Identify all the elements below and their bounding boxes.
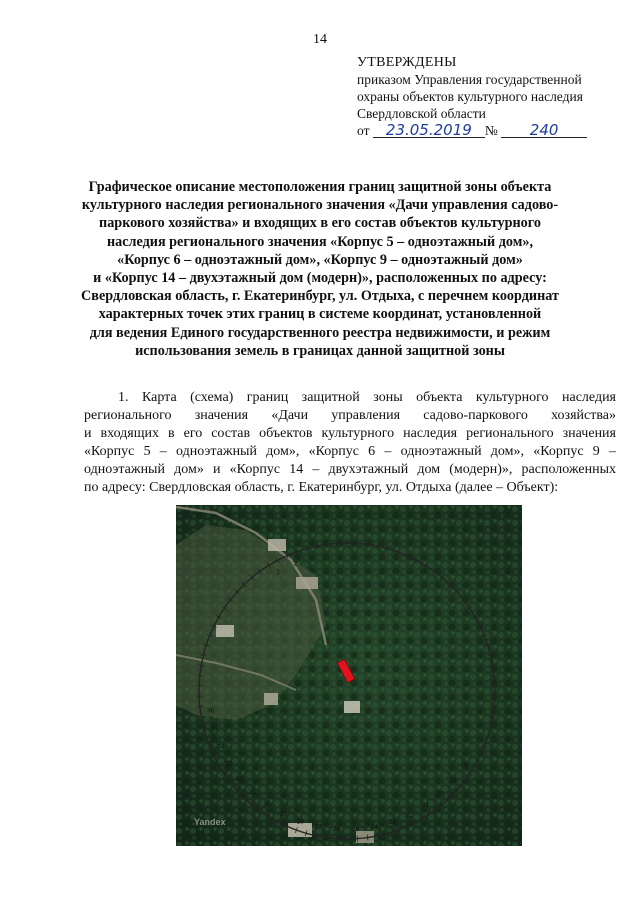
title-line: наследия регионального значения «Корпус 5 – одноэтажный дом», <box>106 233 534 250</box>
boundary-point-label: 2 <box>293 560 298 568</box>
title-line: Свердловская область, г. Екатеринбург, ул. Отдыха, с перечнем координат <box>81 288 559 305</box>
title-line: для ведения Единого государственного реестра недвижимости, и режим <box>89 324 551 341</box>
building-roof <box>296 577 318 589</box>
building-roof <box>344 701 360 713</box>
building-roof <box>216 625 234 637</box>
paragraph-line: «Корпус 5 – одноэтажный дом», «Корпус 6 – одноэтажный дом», «Корпус 9 – <box>84 444 616 459</box>
approval-line: приказом Управления государственной <box>357 72 582 87</box>
boundary-point-label: 34 <box>216 743 225 751</box>
map-description-paragraph <box>84 389 616 497</box>
title-line: и «Корпус 14 – двухэтажный дом (модерн)», расположенных по адресу: <box>93 270 547 287</box>
boundary-point-label: 25 <box>351 826 360 834</box>
handwritten-date: 23.05.2019 <box>373 123 485 138</box>
boundary-point-label: 1 <box>276 568 280 576</box>
boundary-point-label: 27 <box>314 823 322 831</box>
paragraph-line: регионального значения «Дачи управления садово-паркового хозяйства» <box>84 408 616 423</box>
title-line: Графическое описание местоположения границ защитной зоны объекта <box>88 179 552 195</box>
title-line: культурного наследия регионального значения «Дачи управления садово- <box>81 197 559 214</box>
boundary-point-label: 30 <box>263 801 271 809</box>
number-prefix: № <box>484 123 498 138</box>
date-prefix: от <box>357 123 370 138</box>
boundary-point-label: 24 <box>370 823 378 831</box>
boundary-point-label: 20 <box>436 790 444 798</box>
title-line: характерных точек этих границ в системе координат, установленной <box>98 306 542 323</box>
boundary-point-label: 22 <box>405 811 414 819</box>
paragraph-line: по адресу: Свердловская область, г. Екатеринбург, ул. Отдыха (далее – Объект): <box>84 480 559 495</box>
title-line: использования земель в границах данной защитной зоны <box>135 342 505 359</box>
boundary-point-label: 23 <box>388 818 396 826</box>
boundary-point-label: 26 <box>333 826 341 834</box>
boundary-point-label: 32 <box>236 775 244 783</box>
boundary-point-label: 35 <box>210 726 218 734</box>
boundary-point-label: 36 <box>206 707 214 715</box>
map-watermark: Yandex <box>194 817 226 827</box>
paragraph-line: 1. Карта (схема) границ защитной зоны объекта культурного наследия <box>118 390 616 405</box>
satellite-map <box>176 505 522 846</box>
boundary-point-label: 28 <box>296 818 304 826</box>
approval-heading: УТВЕРЖДЕНЫ <box>357 55 457 70</box>
paragraph-line: и входящих в его состав объектов культурного наследия регионального значения <box>84 426 616 441</box>
boundary-point-label: 33 <box>225 760 233 768</box>
boundary-point-label: 29 <box>279 810 287 818</box>
title-line: паркового хозяйства» и входящих в его состав объектов культурного <box>99 215 541 232</box>
boundary-point-label: 19 <box>449 776 457 784</box>
boundary-point-label: 21 <box>421 802 430 810</box>
approval-block <box>357 54 627 139</box>
approval-line: Свердловской области <box>357 106 486 121</box>
approval-date-line <box>357 122 627 139</box>
boundary-point-label: 31 <box>249 789 257 797</box>
approval-line: охраны объектов культурного наследия <box>357 89 583 104</box>
paragraph-line: одноэтажный дом» и «Корпус 14 – двухэтажный дом (модерн)», расположенных <box>84 462 616 477</box>
building-roof <box>264 693 278 705</box>
page-number: 14 <box>313 32 327 47</box>
building-roof <box>268 539 286 551</box>
handwritten-number: 240 <box>501 123 587 138</box>
boundary-point-label: 18 <box>460 761 468 769</box>
title-line: «Корпус 6 – одноэтажный дом», «Корпус 9 – одноэтажный дом» <box>117 251 523 268</box>
document-title <box>60 178 580 360</box>
